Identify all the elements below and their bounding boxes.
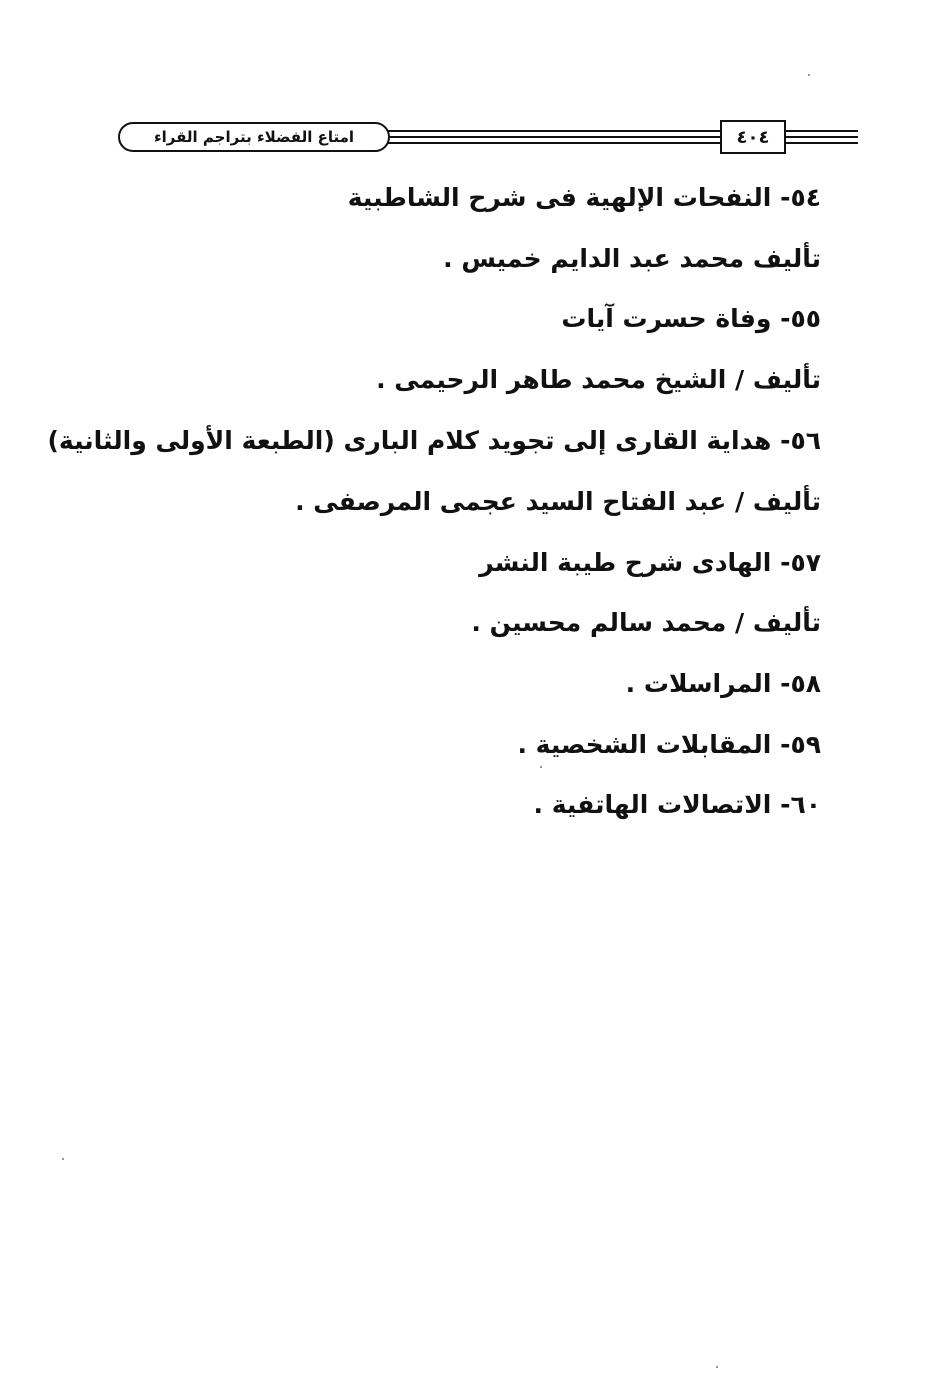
list-item-author: تأليف / الشيخ محمد طاهر الرحيمى . <box>376 365 821 394</box>
page-number: ٤٠٤ <box>720 120 786 154</box>
list-item-title: ٥٥- وفاة حسرت آيات <box>561 304 821 333</box>
list-item-title: ٥٩- المقابلات الشخصية . <box>517 730 821 759</box>
list-item-title: ٥٦- هداية القارى إلى تجويد كلام البارى (الطبعة الأولى والثانية) <box>47 426 821 455</box>
list-item-author: تأليف / عبد الفتاح السيد عجمى المرصفى . <box>295 487 821 516</box>
list-item-title: ٥٧- الهادى شرح طيبة النشر <box>479 548 821 577</box>
list-item-title: ٥٤- النفحات الإلهية فى شرح الشاطبية <box>347 183 821 212</box>
list-item-title: ٥٨- المراسلات . <box>625 669 821 698</box>
list-item-author: تأليف / محمد سالم محسين . <box>471 608 821 637</box>
list-item-title: ٦٠- الاتصالات الهاتفية . <box>533 790 821 819</box>
scan-speck <box>62 1158 64 1160</box>
scan-speck <box>716 1366 718 1368</box>
list-item-author: تأليف محمد عبد الدايم خميس . <box>443 244 821 273</box>
scan-speck <box>540 766 542 768</box>
header-title: امتاع الفضلاء بتراجم القراء <box>118 122 390 152</box>
scan-speck <box>808 74 810 76</box>
